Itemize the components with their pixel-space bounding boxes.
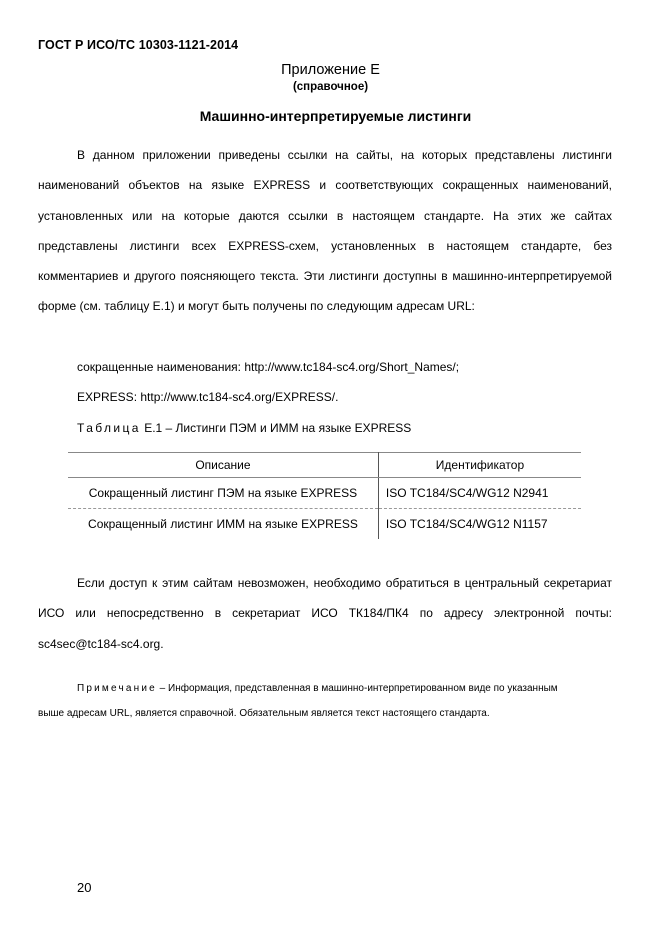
section-title: Машинно-интерпретируемые листинги — [199, 108, 472, 124]
table-header-description: Описание — [68, 453, 378, 478]
standard-code-header: ГОСТ Р ИСО/ТС 10303-1121-2014 — [38, 38, 239, 52]
table-cell-identifier: ISO TC184/SC4/WG12 N1157 — [385, 517, 548, 531]
table-caption-label: Таблица — [77, 421, 141, 435]
page-number: 20 — [77, 880, 92, 895]
note-text-line2: выше адресам URL, является справочной. Обязательным является текст настоящего стандарта. — [38, 708, 490, 719]
table-row — [68, 509, 581, 540]
intro-paragraph: В данном приложении приведены ссылки на сайты, на которых представлены листинги наименований объектов на языке EXPRESS и соответствующих сокращенных наименований, установленных или на которые даются ссылки в настоящем стандарте. На этих же сайтах представлены листинги всех EXPRESS-схем, установленных в настоящем стандарте, без комментариев и другого поясняющего текста. Эти листинги доступны в машинно-интерпретируемой форме (см. таблицу Е.1) и могут быть получены по следующим адресам URL: — [38, 148, 612, 314]
contact-paragraph: Если доступ к этим сайтам невозможен, необходимо обратиться в центральный секретариат ИСО или непосредственно в секретариат ИСО ТК184/ПК4 по адресу электронной почты: sc4sec@tc184-sc4.org. — [38, 576, 612, 651]
table-caption — [77, 421, 411, 435]
table-row — [68, 478, 581, 509]
table-header-row — [68, 453, 581, 478]
table-cell-identifier: ISO TC184/SC4/WG12 N2941 — [378, 478, 581, 509]
table-caption-text: Е.1 – Листинги ПЭМ и ИММ на языке EXPRESS — [140, 421, 412, 435]
note-label: Примечание — [77, 683, 157, 694]
annex-title: Приложение Е — [281, 62, 380, 78]
url-short-names-line: сокращенные наименования: http://www.tc184-sc4.org/Short_Names/; — [77, 360, 460, 374]
table-cell-description: Сокращенный листинг ПЭМ на языке EXPRESS — [68, 478, 378, 509]
listings-table — [68, 452, 581, 539]
note-text-line1: – Информация, представленная в машинно-интерпретированном виде по указанным — [156, 683, 558, 694]
table-header-identifier: Идентификатор — [378, 453, 581, 478]
note-line1 — [77, 676, 614, 702]
url-express-line: EXPRESS: http://www.tc184-sc4.org/EXPRESS/. — [77, 390, 339, 404]
table-cell-description: Сокращенный листинг ИММ на языке EXPRESS — [68, 509, 378, 540]
annex-subtitle: (справочное) — [292, 81, 369, 93]
